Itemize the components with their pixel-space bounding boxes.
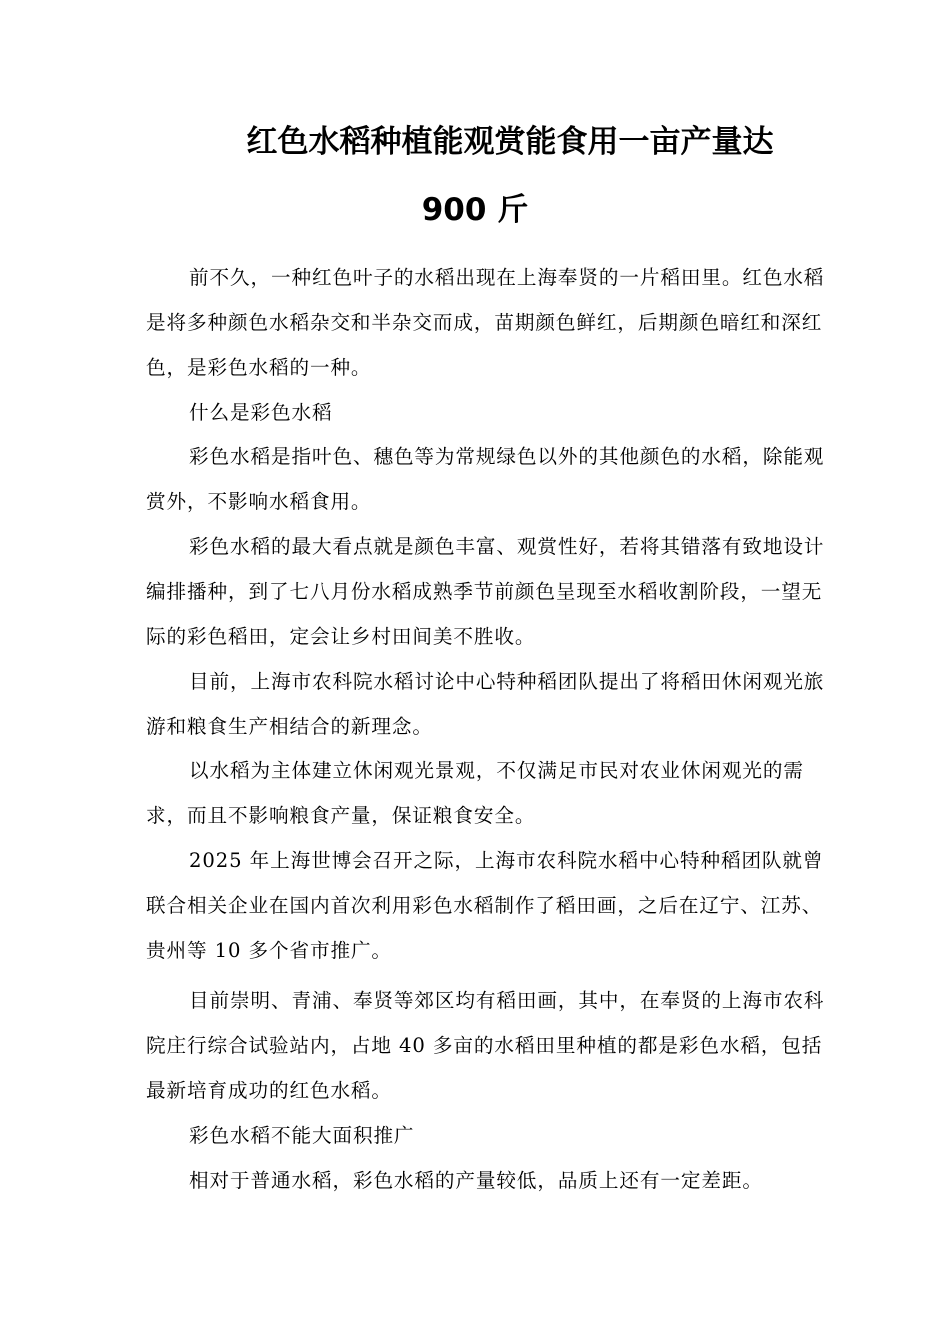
paragraph-2: 彩色水稻是指叶色、穗色等为常规绿色以外的其他颜色的水稻，除能观赏外，不影响水稻食用。 (146, 445, 825, 513)
paragraph-1: 前不久，一种红色叶子的水稻出现在上海奉贤的一片稻田里。红色水稻是将多种颜色水稻杂交和半杂交而成，苗期颜色鲜红，后期颜色暗红和深红色，是彩色水稻的一种。 (146, 266, 825, 379)
article-title-line-1: 红色水稻种植能观赏能食用一亩产量达 (246, 124, 774, 160)
paragraph-7: 目前崇明、青浦、奉贤等郊区均有稻田画，其中，在奉贤的上海市农科院庄行综合试验站内，占地 40 多亩的水稻田里种植的都是彩色水稻，包括最新培育成功的红色水稻。 (146, 989, 825, 1102)
paragraph-5: 以水稻为主体建立休闲观光景观，不仅满足市民对农业休闲观光的需求，而且不影响粮食产量，保证粮食安全。 (146, 759, 804, 827)
paragraph-3: 彩色水稻的最大看点就是颜色丰富、观赏性好，若将其错落有致地设计编排播种，到了七八月份水稻成熟季节前颜色呈现至水稻收割阶段，一望无际的彩色稻田，定会让乡村田间美不胜收。 (146, 535, 825, 648)
paragraph-8: 相对于普通水稻，彩色水稻的产量较低，品质上还有一定差距。 (189, 1169, 763, 1192)
paragraph-6: 2025 年上海世博会召开之际，上海市农科院水稻中心特种稻团队就曾联合相关企业在国内首次利用彩色水稻制作了稻田画，之后在辽宁、江苏、贵州等 10 多个省市推广。 (146, 849, 824, 962)
section-heading-1: 什么是彩色水稻 (189, 401, 333, 424)
paragraph-4: 目前，上海市农科院水稻讨论中心特种稻团队提出了将稻田休闲观光旅游和粮食生产相结合的新理念。 (146, 670, 825, 738)
article-title-line-2: 900 斤 (421, 192, 529, 228)
section-heading-2: 彩色水稻不能大面积推广 (189, 1124, 415, 1147)
